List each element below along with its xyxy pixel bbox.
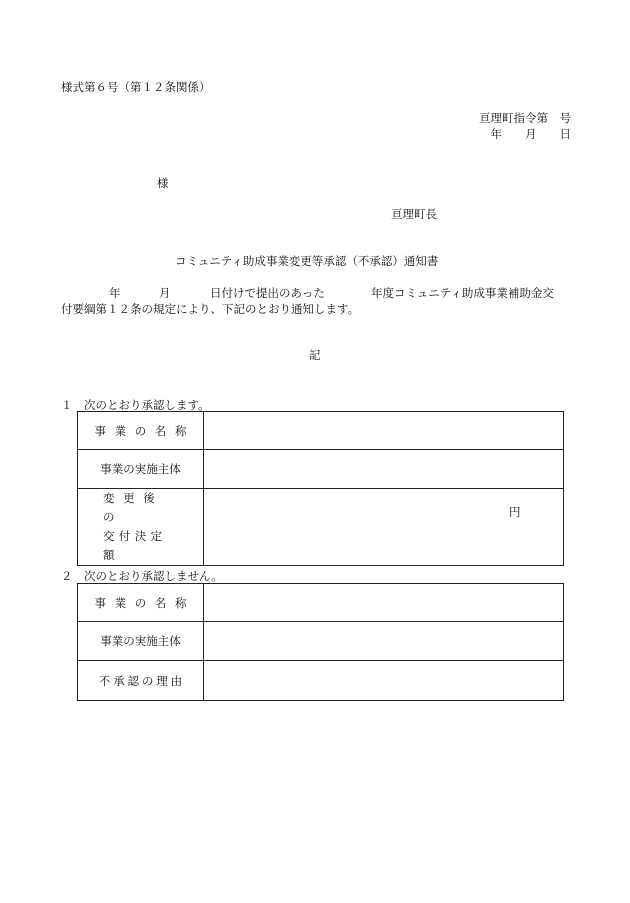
yen-unit: 円 — [509, 505, 521, 519]
body-line2: 付要綱第１２条の規定により、下記のとおり通知します。 — [61, 302, 360, 316]
table-row — [78, 661, 564, 701]
section1-heading: １ 次のとおり承認します。 — [61, 398, 210, 412]
table-row — [78, 584, 564, 622]
rejection-table — [77, 583, 564, 701]
approval-table — [77, 411, 564, 566]
label-project-name: 事業の名称 — [78, 584, 204, 622]
table-row — [78, 450, 564, 489]
label-grant-amount: 変更後の 交付決定額 — [78, 489, 204, 566]
section2-heading: ２ 次のとおり承認しません。 — [61, 569, 223, 583]
document-title: コミュニティ助成事業変更等承認（不承認）通知書 — [175, 254, 439, 268]
body-line1-tail: 年度コミュニティ助成事業補助金交 — [371, 286, 554, 300]
form-number: 様式第６号（第１２条関係） — [61, 80, 211, 94]
label-implementer: 事業の実施主体 — [78, 450, 204, 489]
label-project-name: 事業の名称 — [78, 412, 204, 450]
body-year: 年 — [109, 286, 121, 300]
table-row — [78, 622, 564, 661]
value-implementer — [204, 622, 564, 661]
label-implementer: 事業の実施主体 — [78, 622, 204, 661]
issuer-reference: 亘理町指令第 号 — [479, 111, 571, 125]
label-rejection-reason: 不承認の理由 — [78, 661, 204, 701]
value-rejection-reason — [204, 661, 564, 701]
recipient-suffix: 様 — [157, 176, 169, 190]
table-row — [78, 412, 564, 450]
date-line: 年 月 日 — [490, 127, 571, 141]
value-grant-amount — [204, 489, 564, 566]
value-project-name — [204, 412, 564, 450]
ki-heading: 記 — [309, 348, 321, 362]
value-implementer — [204, 450, 564, 489]
body-day-text: 日付けで提出のあった — [210, 286, 325, 300]
sender-name: 亘理町長 — [391, 207, 437, 221]
value-project-name — [204, 584, 564, 622]
body-month: 月 — [159, 286, 171, 300]
table-row — [78, 489, 564, 566]
